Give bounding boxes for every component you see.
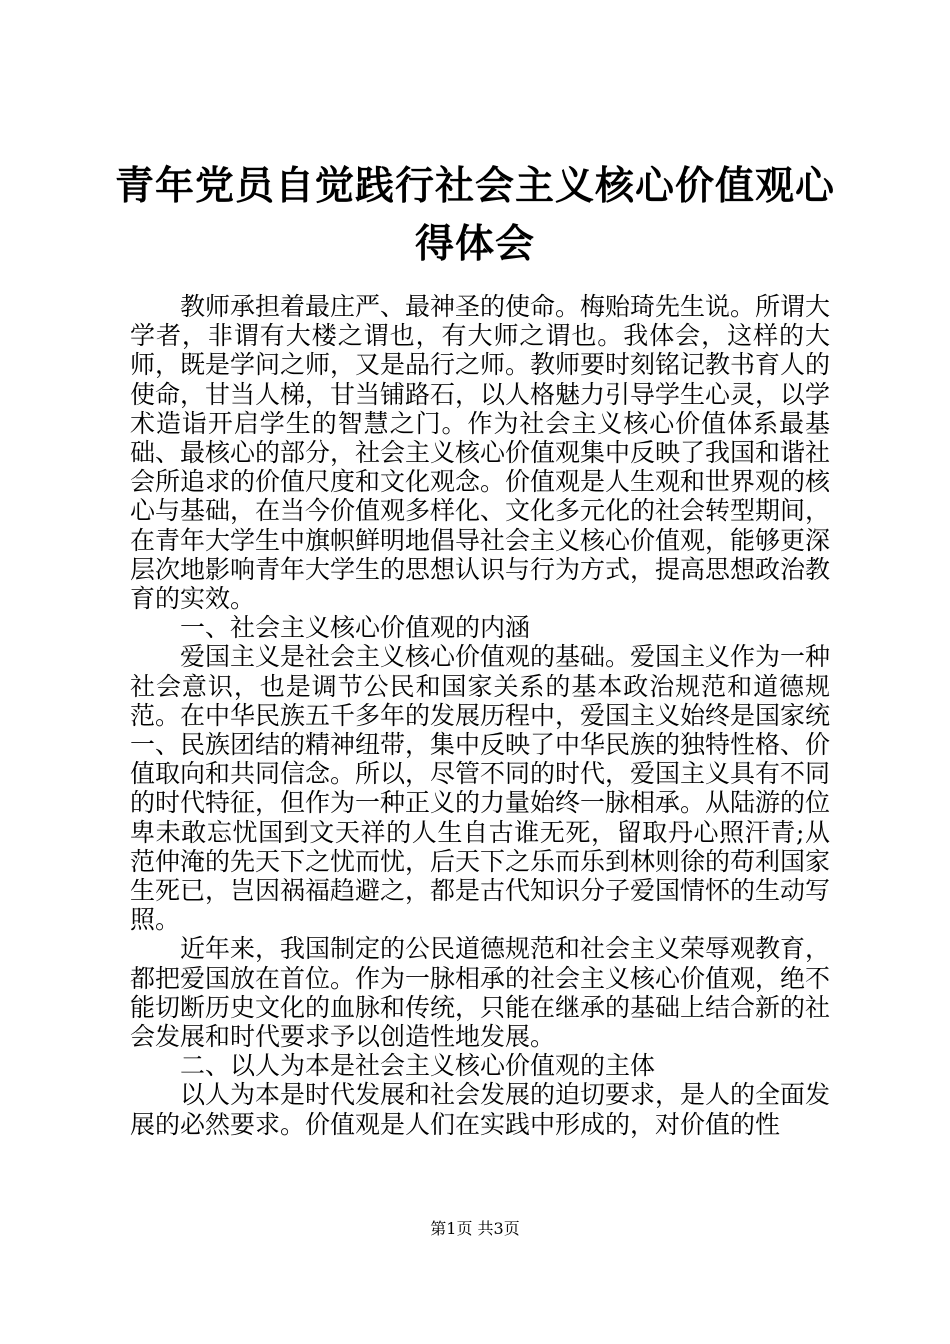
paragraph-patriotism: 爱国主义是社会主义核心价值观的基础。爱国主义作为一种社会意识，也是调节公民和国家关系的基本政治规范和道德规范。在中华民族五千多年的发展历程中，爱国主义始终是国家统一、民族团结的精神纽带，集中反映了中华民族的独特性格、价值取向和共同信念。所以，尽管不同的时代，爱国主义具有不同的时代特征，但作为一种正义的力量始终一脉相承。从陆游的位卑未敢忘忧国到文天祥的人生自古谁无死，留取丹心照汗青;从范仲淹的先天下之忧而忧，后天下之乐而乐到林则徐的苟利国家生死已，岂因祸福趋避之，都是古代知识分子爱国情怀的生动写照。: [130, 642, 831, 935]
paragraph-intro: 教师承担着最庄严、最神圣的使命。梅贻琦先生说。所谓大学者，非谓有大楼之谓也，有大师之谓也。我体会，这样的大师，既是学问之师，又是品行之师。教师要时刻铭记教书育人的使命，甘当人梯，甘当铺路石，以人格魅力引导学生心灵，以学术造诣开启学生的智慧之门。作为社会主义核心价值体系最基础、最核心的部分，社会主义核心价值观集中反映了我国和谐社会所追求的价值尺度和文化观念。价值观是人生观和世界观的核心与基础，在当今价值观多样化、文化多元化的社会转型期间，在青年大学生中旗帜鲜明地倡导社会主义核心价值观，能够更深层次地影响青年大学生的思想认识与行为方式，提高思想政治教育的实效。: [130, 292, 831, 614]
section-heading-1: 一、社会主义核心价值观的内涵: [180, 613, 531, 643]
section-heading-2: 二、以人为本是社会主义核心价值观的主体: [180, 1051, 656, 1081]
paragraph-recent-years: 近年来，我国制定的公民道德规范和社会主义荣辱观教育，都把爱国放在首位。作为一脉相承的社会主义核心价值观，绝不能切断历史文化的血脉和传统，只能在继承的基础上结合新的社会发展和时代要求予以创造性地发展。: [130, 934, 831, 1052]
document-title: 青年党员自觉践行社会主义核心价值观心得体会: [114, 164, 835, 267]
document-body: [130, 292, 830, 1139]
page-footer: 第1页 共3页: [430, 1219, 520, 1238]
paragraph-people-oriented: 以人为本是时代发展和社会发展的迫切要求，是人的全面发展的必然要求。价值观是人们在实践中形成的，对价值的性: [130, 1080, 831, 1139]
